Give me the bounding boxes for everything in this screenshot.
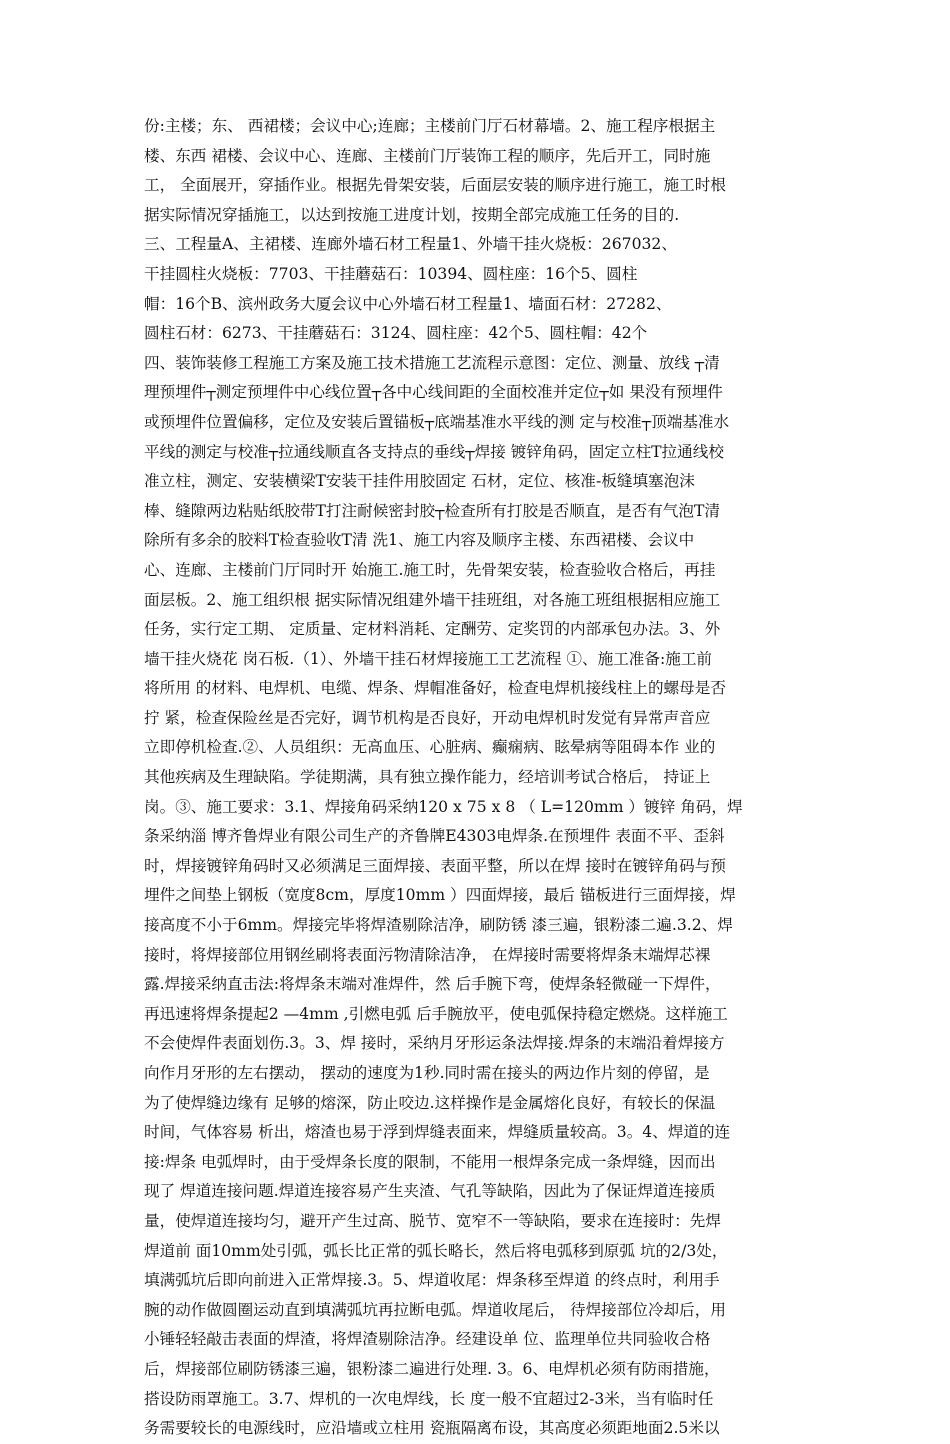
text-line: 填满弧坑后即向前进入正常焊接.3。5、焊道收尾：焊条移至焊道 的终点时，利用手 bbox=[144, 1271, 720, 1290]
document-page bbox=[144, 112, 828, 1444]
text-line: 后，焊接部位刷防锈漆三遍，银粉漆二遍进行处理. 3。6、电焊机必须有防雨措施， bbox=[144, 1359, 720, 1378]
text-line: 工， 全面展开，穿插作业。根据先骨架安装，后面层安装的顺序进行施工，施工时根 bbox=[144, 176, 726, 195]
text-line: 或预埋件位置偏移，定位及安装后置锚板┬底端基准水平线的测 定与校准┬顶端基准水 bbox=[144, 412, 730, 431]
text-line: 面层板。2、施工组织根 据实际情况组建外墙干挂班组，对各施工班组根据相应施工 bbox=[144, 590, 721, 609]
text-line: 焊道前 面10mm处引弧，弧长比正常的弧长略长，然后将电弧移到原弧 坑的2/3处， bbox=[144, 1241, 728, 1260]
text-line: 干挂圆柱火烧板：7703、干挂蘑菇石：10394、圆柱座：16个5、圆柱 bbox=[144, 264, 638, 283]
text-line: 再迅速将焊条提起2 —4mm ,引燃电弧 后手腕放平，使电弧保持稳定燃烧。这样施工 bbox=[144, 1004, 728, 1023]
text-line: 时，焊接镀锌角码时又必须满足三面焊接、表面平整，所以在焊 接时在镀锌角码与预 bbox=[144, 856, 726, 875]
text-line: 准立柱，测定、安装横梁T安装干挂件用胶固定 石材，定位、核准-板缝填塞泡沫 bbox=[144, 472, 695, 491]
text-line: 楼、东西 裙楼、会议中心、连廊、主楼前门厅装饰工程的顺序，先后开工，同时施 bbox=[144, 146, 711, 165]
text-line: 墙干挂火烧花 岗石板.（1）、外墙干挂石材焊接施工工艺流程 ①、施工准备:施工前 bbox=[144, 649, 713, 668]
text-line: 圆柱石材：6273、干挂蘑菇石：3124、圆柱座：42个5、圆柱帽：42个 bbox=[144, 324, 648, 343]
text-line: 接高度不小于6mm。焊接完毕将焊渣剔除洁净，刷防锈 漆三遍，银粉漆二遍.3.2、焊 bbox=[144, 916, 733, 935]
text-line: 埋件之间垫上钢板（宽度8cm，厚度10mm ）四面焊接，最后 锚板进行三面焊接，焊 bbox=[144, 886, 736, 905]
text-line: 任务，实行定工期、 定质量、定材料消耗、定酬劳、定奖罚的内部承包办法。3、外 bbox=[144, 620, 721, 639]
text-line: 接时，将焊接部位用钢丝刷将表面污物清除洁净， 在焊接时需要将焊条末端焊芯裸 bbox=[144, 945, 711, 964]
text-line: 向作月牙形的左右摆动， 摆动的速度为1秒.同时需在接头的两边作片刻的停留，是 bbox=[144, 1064, 710, 1082]
text-line: 理预埋件┬测定预埋件中心线位置┬各中心线间距的全面校准并定位┬如 果没有预埋件 bbox=[144, 383, 723, 402]
text-line: 时间，气体容易 析出，熔渣也易于浮到焊缝表面来，焊缝质量较高。3。4、焊道的连 bbox=[144, 1123, 731, 1142]
text-line: 平线的测定与校准┬拉通线顺直各支持点的垂线┬焊接 镀锌角码，固定立柱T拉通线校 bbox=[144, 442, 724, 461]
text-line: 除所有多余的胶料T检查验收T清 洗1、施工内容及顺序主楼、东西裙楼、会议中 bbox=[144, 531, 695, 550]
text-line: 量，使焊道连接均匀，避开产生过高、脱节、宽窄不一等缺陷，要求在连接时：先焊 bbox=[144, 1211, 721, 1230]
text-line: 帽：16个B、滨州政务大厦会议中心外墙石材工程量1、墙面石材：27282、 bbox=[144, 294, 672, 313]
text-line: 腕的动作做圆圈运动直到填满弧坑再拉断电弧。焊道收尾后， 待焊接部位冷却后，用 bbox=[144, 1300, 726, 1319]
text-line: 份:主楼；东、 西裙楼；会议中心;连廊；主楼前门厅石材幕墙。2、施工程序根据主 bbox=[144, 117, 716, 135]
text-line: 三、工程量A、主裙楼、连廊外墙石材工程量1、外墙干挂火烧板：267032、 bbox=[144, 235, 677, 254]
text-line: 务需要较长的电源线时，应沿墙或立柱用 瓷瓶隔离布设，其高度必须距地面2.5米以 bbox=[144, 1419, 720, 1438]
text-line: 露.焊接采纳直击法:将焊条末端对准焊件，然 后手腕下弯，使焊条轻微碰一下焊件， bbox=[144, 975, 721, 994]
text-line: 搭设防雨罩施工。3.7、焊机的一次电焊线，长 度一般不宜超过2-3米，当有临时任 bbox=[144, 1389, 714, 1408]
text-line: 不会使焊件表面划伤.3。3、焊 接时，采纳月牙形运条法焊接.焊条的末端沿着焊接方 bbox=[144, 1034, 725, 1053]
text-line: 岗。③、施工要求：3.1、焊接角码采纳120 x 75 x 8 （ L=120mm ）镀锌 角码，焊 bbox=[144, 797, 743, 816]
text-line: 据实际情况穿插施工，以达到按施工进度计划，按期全部完成施工任务的目的. bbox=[144, 205, 680, 224]
text-line: 为了使焊缝边缘有 足够的熔深，防止咬边.这样操作是金属熔化良好，有较长的保温 bbox=[144, 1093, 716, 1112]
text-line: 心、连廊、主楼前门厅同时开 始施工.施工时，先骨架安装，检查验收合格后，再挂 bbox=[144, 560, 716, 579]
text-line: 接:焊条 电弧焊时，由于受焊条长度的限制，不能用一根焊条完成一条焊缝，因而出 bbox=[144, 1152, 716, 1171]
text-line: 将所用 的材料、电焊机、电缆、焊条、焊帽准备好，检查电焊机接线柱上的螺母是否 bbox=[144, 679, 726, 698]
text-line: 立即停机检查.②、人员组织：无高血压、心脏病、癫痫病、眩晕病等阻碍本作 业的 bbox=[144, 738, 716, 757]
text-line: 棒、缝隙两边粘贴纸胶带T打注耐候密封胶┬检查所有打胶是否顺直，是否有气泡T清 bbox=[144, 501, 720, 520]
text-line: 其他疾病及生理缺陷。学徒期满，具有独立操作能力，经培训考试合格后， 持证上 bbox=[144, 768, 711, 787]
text-line: 小锤轻轻敲击表面的焊渣，将焊渣剔除洁净。经建设单 位、监理单位共同验收合格 bbox=[144, 1330, 711, 1349]
text-line: 现了 焊道连接问题.焊道连接容易产生夹渣、气孔等缺陷，因此为了保证焊道连接质 bbox=[144, 1182, 716, 1201]
text-line: 条采纳淄 博齐鲁焊业有限公司生产的齐鲁牌E4303电焊条.在预埋件 表面不平、歪斜 bbox=[144, 827, 725, 846]
text-line: 拧 紧，检查保险丝是否完好，调节机构是否良好，开动电焊机时发觉有异常声音应 bbox=[144, 708, 711, 727]
text-line: 四、装饰装修工程施工方案及施工技术措施工艺流程示意图：定位、测量、放线 ┬清 bbox=[144, 353, 720, 372]
